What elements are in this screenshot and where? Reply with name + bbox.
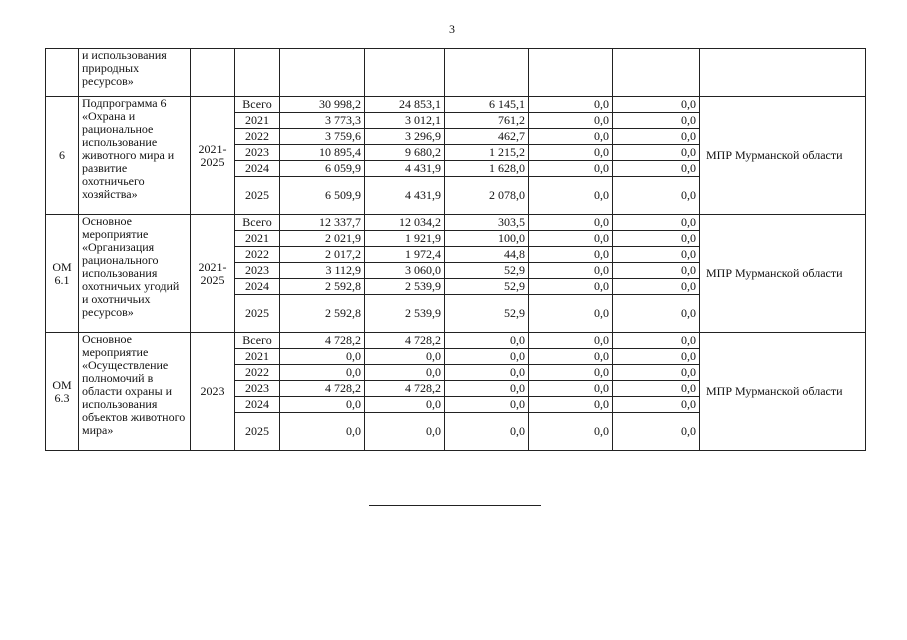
year-cell: 2021 xyxy=(235,349,280,365)
value-cell: 44,8 xyxy=(445,247,529,263)
value-cell: 4 728,2 xyxy=(365,333,445,349)
value-cell xyxy=(445,49,529,97)
value-cell: 0,0 xyxy=(613,97,700,113)
value-cell: 0,0 xyxy=(280,413,365,451)
value-cell: 303,5 xyxy=(445,215,529,231)
value-cell: 4 431,9 xyxy=(365,177,445,215)
value-cell: 3 060,0 xyxy=(365,263,445,279)
value-cell: 4 431,9 xyxy=(365,161,445,177)
page-number: 3 xyxy=(449,22,455,36)
value-cell: 0,0 xyxy=(365,413,445,451)
year-cell: 2021 xyxy=(235,231,280,247)
value-cell: 0,0 xyxy=(613,397,700,413)
period-cell: 2021-2025 xyxy=(191,97,235,215)
value-cell: 0,0 xyxy=(613,231,700,247)
value-cell xyxy=(613,49,700,97)
value-cell: 2 592,8 xyxy=(280,279,365,295)
value-cell: 52,9 xyxy=(445,279,529,295)
value-cell: 761,2 xyxy=(445,113,529,129)
value-cell: 0,0 xyxy=(445,349,529,365)
year-cell: 2023 xyxy=(235,381,280,397)
value-cell: 2 017,2 xyxy=(280,247,365,263)
value-cell: 3 112,9 xyxy=(280,263,365,279)
value-cell: 0,0 xyxy=(445,333,529,349)
value-cell: 0,0 xyxy=(529,161,613,177)
value-cell: 0,0 xyxy=(529,215,613,231)
year-cell: Всего xyxy=(235,333,280,349)
value-cell: 0,0 xyxy=(529,177,613,215)
year-cell: 2022 xyxy=(235,247,280,263)
value-cell: 0,0 xyxy=(529,295,613,333)
executor-cell xyxy=(700,49,866,97)
value-cell: 6 059,9 xyxy=(280,161,365,177)
value-cell: 0,0 xyxy=(280,365,365,381)
value-cell: 3 012,1 xyxy=(365,113,445,129)
value-cell: 4 728,2 xyxy=(280,381,365,397)
value-cell: 30 998,2 xyxy=(280,97,365,113)
year-cell: 2022 xyxy=(235,365,280,381)
num-cell xyxy=(46,49,79,97)
year-cell: Всего xyxy=(235,215,280,231)
year-cell: 2023 xyxy=(235,145,280,161)
value-cell: 0,0 xyxy=(365,365,445,381)
name-cell: Подпрограмма 6 «Охрана и рациональное использование животного мира и развитие охотничьего хозяйства» xyxy=(79,97,191,215)
value-cell: 0,0 xyxy=(445,365,529,381)
value-cell: 1 215,2 xyxy=(445,145,529,161)
value-cell: 52,9 xyxy=(445,263,529,279)
year-cell: Всего xyxy=(235,97,280,113)
budget-table xyxy=(45,48,866,451)
value-cell: 0,0 xyxy=(365,349,445,365)
value-cell: 10 895,4 xyxy=(280,145,365,161)
table-row xyxy=(46,333,866,349)
value-cell: 0,0 xyxy=(613,365,700,381)
value-cell: 0,0 xyxy=(613,279,700,295)
year-cell: 2025 xyxy=(235,413,280,451)
period-cell: 2021-2025 xyxy=(191,215,235,333)
value-cell: 4 728,2 xyxy=(365,381,445,397)
year-cell: 2023 xyxy=(235,263,280,279)
value-cell: 462,7 xyxy=(445,129,529,145)
value-cell: 0,0 xyxy=(280,397,365,413)
value-cell: 0,0 xyxy=(613,161,700,177)
name-cell: Основное мероприятие «Осуществление полномочий в области охраны и использования объектов животного мира» xyxy=(79,333,191,451)
value-cell: 0,0 xyxy=(529,247,613,263)
value-cell: 0,0 xyxy=(613,413,700,451)
value-cell: 6 509,9 xyxy=(280,177,365,215)
num-cell: ОМ 6.3 xyxy=(46,333,79,451)
value-cell: 0,0 xyxy=(529,397,613,413)
value-cell: 0,0 xyxy=(613,129,700,145)
value-cell: 0,0 xyxy=(529,333,613,349)
value-cell: 0,0 xyxy=(529,381,613,397)
value-cell: 0,0 xyxy=(529,279,613,295)
value-cell: 0,0 xyxy=(445,413,529,451)
value-cell: 0,0 xyxy=(365,397,445,413)
value-cell: 1 628,0 xyxy=(445,161,529,177)
value-cell: 0,0 xyxy=(613,177,700,215)
value-cell: 0,0 xyxy=(529,113,613,129)
year-cell xyxy=(235,49,280,97)
value-cell xyxy=(365,49,445,97)
num-cell: ОМ 6.1 xyxy=(46,215,79,333)
year-cell: 2025 xyxy=(235,295,280,333)
value-cell: 3 773,3 xyxy=(280,113,365,129)
year-cell: 2024 xyxy=(235,161,280,177)
value-cell: 0,0 xyxy=(613,295,700,333)
value-cell: 1 921,9 xyxy=(365,231,445,247)
value-cell: 1 972,4 xyxy=(365,247,445,263)
value-cell: 52,9 xyxy=(445,295,529,333)
year-cell: 2021 xyxy=(235,113,280,129)
name-cell: и использования природных ресурсов» xyxy=(79,49,191,97)
value-cell: 0,0 xyxy=(613,247,700,263)
value-cell: 0,0 xyxy=(445,397,529,413)
value-cell: 100,0 xyxy=(445,231,529,247)
table-row xyxy=(46,97,866,113)
value-cell: 0,0 xyxy=(529,413,613,451)
num-cell: 6 xyxy=(46,97,79,215)
period-cell xyxy=(191,49,235,97)
value-cell: 12 337,7 xyxy=(280,215,365,231)
value-cell: 0,0 xyxy=(445,381,529,397)
value-cell: 9 680,2 xyxy=(365,145,445,161)
year-cell: 2024 xyxy=(235,397,280,413)
value-cell xyxy=(529,49,613,97)
value-cell: 0,0 xyxy=(613,215,700,231)
continuation-row xyxy=(46,49,866,97)
value-cell: 0,0 xyxy=(529,263,613,279)
value-cell: 3 296,9 xyxy=(365,129,445,145)
value-cell: 2 021,9 xyxy=(280,231,365,247)
value-cell: 2 592,8 xyxy=(280,295,365,333)
value-cell xyxy=(280,49,365,97)
value-cell: 0,0 xyxy=(529,365,613,381)
value-cell: 24 853,1 xyxy=(365,97,445,113)
table-row xyxy=(46,215,866,231)
year-cell: 2022 xyxy=(235,129,280,145)
year-cell: 2025 xyxy=(235,177,280,215)
period-cell: 2023 xyxy=(191,333,235,451)
value-cell: 3 759,6 xyxy=(280,129,365,145)
value-cell: 0,0 xyxy=(613,381,700,397)
value-cell: 2 539,9 xyxy=(365,295,445,333)
executor-cell: МПР Мурманской области xyxy=(700,97,866,215)
name-cell: Основное мероприятие «Организация рационального использования охотничьих угодий и охотничьих ресурсов» xyxy=(79,215,191,333)
value-cell: 2 539,9 xyxy=(365,279,445,295)
value-cell: 0,0 xyxy=(529,97,613,113)
value-cell: 0,0 xyxy=(613,349,700,365)
value-cell: 0,0 xyxy=(280,349,365,365)
value-cell: 0,0 xyxy=(613,145,700,161)
value-cell: 0,0 xyxy=(529,145,613,161)
value-cell: 0,0 xyxy=(529,349,613,365)
executor-cell: МПР Мурманской области xyxy=(700,333,866,451)
value-cell: 6 145,1 xyxy=(445,97,529,113)
value-cell: 0,0 xyxy=(613,263,700,279)
value-cell: 0,0 xyxy=(613,333,700,349)
value-cell: 2 078,0 xyxy=(445,177,529,215)
end-line xyxy=(369,505,541,506)
year-cell: 2024 xyxy=(235,279,280,295)
value-cell: 0,0 xyxy=(529,231,613,247)
value-cell: 0,0 xyxy=(529,129,613,145)
value-cell: 0,0 xyxy=(613,113,700,129)
value-cell: 4 728,2 xyxy=(280,333,365,349)
value-cell: 12 034,2 xyxy=(365,215,445,231)
executor-cell: МПР Мурманской области xyxy=(700,215,866,333)
